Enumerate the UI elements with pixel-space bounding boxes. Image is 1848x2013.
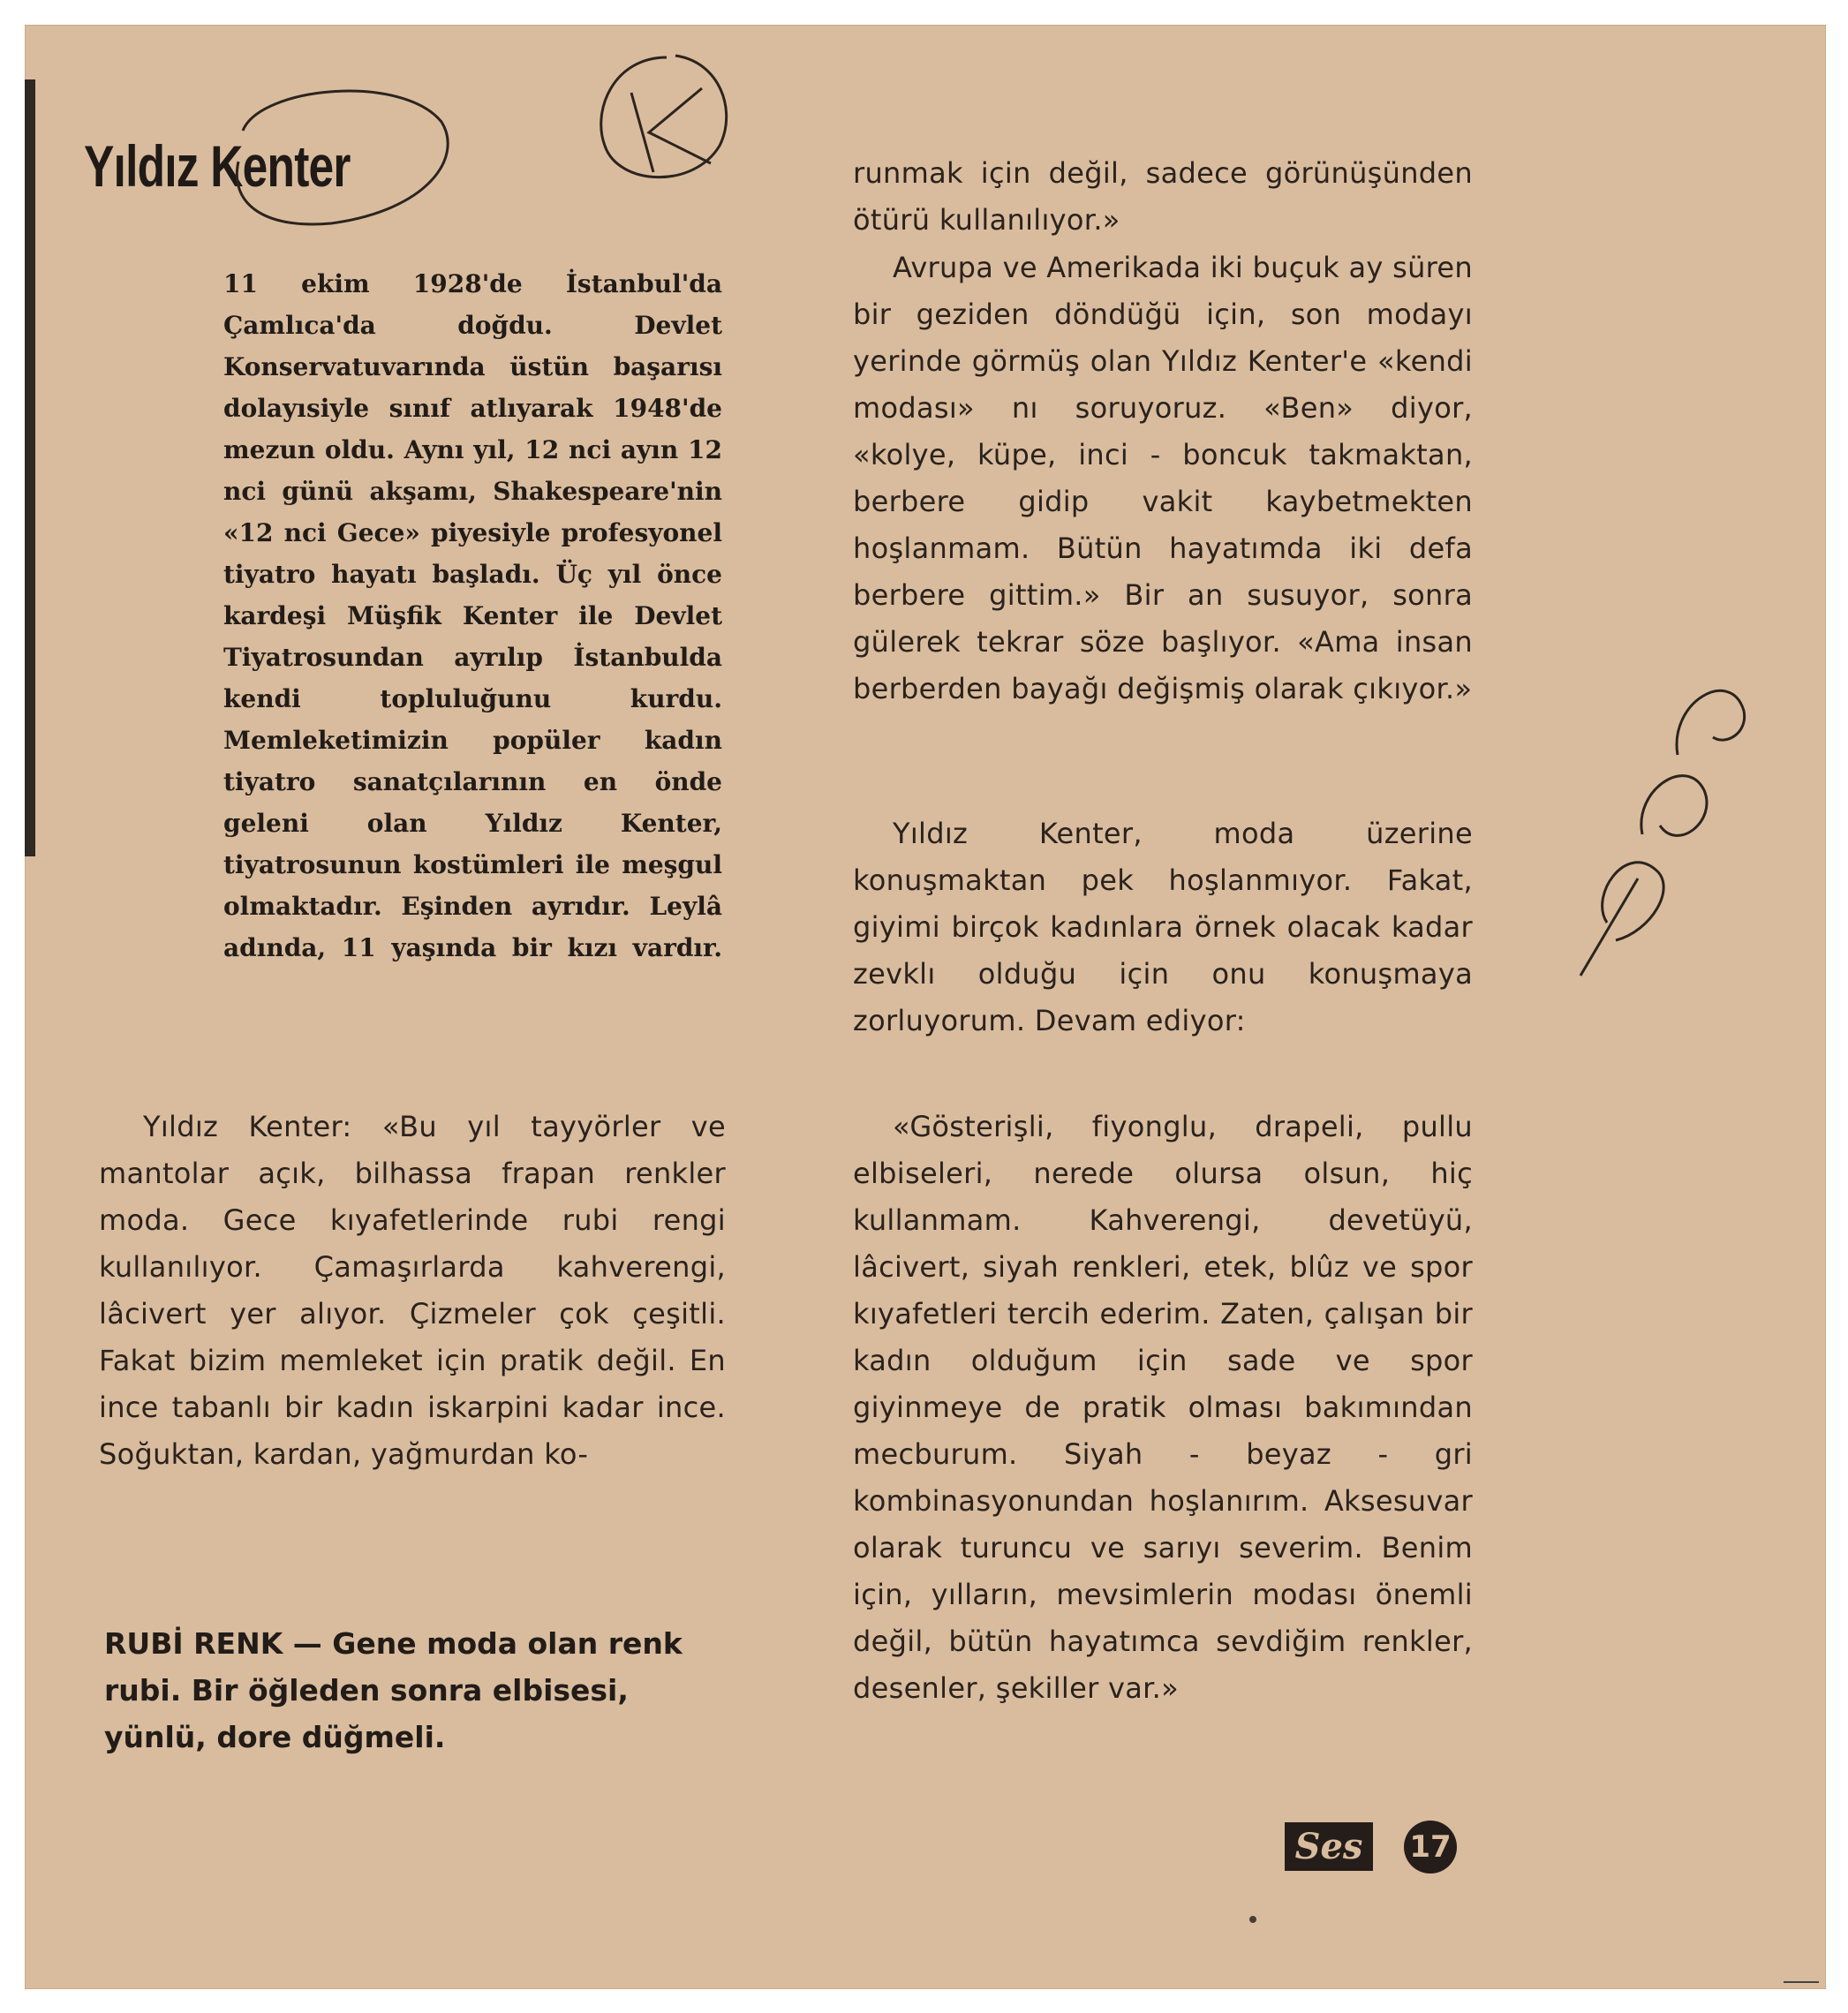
clipping-edge-strip xyxy=(25,79,35,856)
right-paragraph-4: «Gösterişli, fiyonglu, drapeli, pullu elbiseleri, nerede olursa olsun, hiç kullanmam. Kahverengi, devetüyü, lâcivert, siyah renkleri, etek, blûz ve spor kıyafetleri tercih ederim. Zaten, çalışan bir kadın olduğum için sade ve spor giyinmeye de pratik olması bakımından mecburum. Siyah - beyaz - gri kombinasyonundan hoşlanırım. Aksesuvar olarak turuncu ve sarıyı severim. Benim için, yılların, mevsimlerin modası önemli değil, bütün hayatımca sevdiğim renkler, desenler, şekiller var.» xyxy=(853,1110,1473,1705)
handwritten-year-icon xyxy=(1572,649,1748,984)
magazine-logo: Ses xyxy=(1285,1822,1373,1871)
page-number: 17 xyxy=(1404,1821,1457,1874)
right-paragraph-1: runmak için değil, sadece görünüşünden ötürü kullanılıyor.» xyxy=(853,156,1473,237)
right-paragraph-3: Yıldız Kenter, moda üzerine konuşmaktan pek hoşlanmıyor. Fakat, giyimi birçok kadınlara örnek olacak kadar zevklı olduğu için onu konuşmaya zorluyorum. Devam ediyor: xyxy=(853,817,1473,1037)
ink-dot xyxy=(1249,1916,1256,1923)
crop-mark xyxy=(1784,1981,1819,1983)
photo-caption: RUBİ RENK — Gene moda olan renk rubi. Bir öğleden sonra elbisesi, yünlü, dore düğmeli. xyxy=(104,1626,683,1754)
handwritten-circle-icon xyxy=(225,78,459,232)
left-body-paragraph: Yıldız Kenter: «Bu yıl tayyörler ve mantolar açık, bilhassa frapan renkler moda. Gece kıyafetlerinde rubi rengi kullanılıyor. Çamaşırlarda kahverengi, lâcivert yer alıyor. Çizmeler çok çeşitli. Fakat bizim memleket için pratik değil. En ince tabanlı bir kadın iskarpini kadar ince. Soğuktan, kardan, yağmurdan ko- xyxy=(99,1110,726,1471)
right-paragraph-2: Avrupa ve Amerikada iki buçuk ay süren bir geziden döndüğü için, son modayı yerinde görmüş olan Yıldız Kenter'e «kendi modası» nı soruyoruz. «Ben» diyor, «kolye, küpe, inci - boncuk takmaktan, berbere gidip vakit kaybetmekten hoşlanmam. Bütün hayatımda iki defa berbere gittim.» Bir an susuyor, sonra gülerek tekrar söze başlıyor. «Ama insan berberden bayağı değişmiş olarak çıkıyor.» xyxy=(853,251,1473,705)
article-title: Yıldız Kenter xyxy=(84,133,351,199)
handwritten-k-mark-icon xyxy=(578,40,737,199)
bio-paragraph: 11 ekim 1928'de İstanbul'da Çamlıca'da doğdu. Devlet Konservatuvarında üstün başarısı dolayısiyle sınıf atlıyarak 1948'de mezun oldu. Aynı yıl, 12 nci ayın 12 nci günü akşamı, Shakespeare'nin «12 nci Gece» piyesiyle profesyonel tiyatro hayatı başladı. Üç yıl önce kardeşi Müşfik Kenter ile Devlet Tiyatrosundan ayrılıp İstanbulda kendi topluluğunu kurdu. Memleketimizin popüler kadın tiyatro sanatçılarının en önde geleni olan Yıldız Kenter, tiyatrosunun kostümleri ile meşgul olmaktadır. Eşinden ayrıdır. Leylâ adında, 11 yaşında bir kızı vardır. xyxy=(223,269,722,962)
